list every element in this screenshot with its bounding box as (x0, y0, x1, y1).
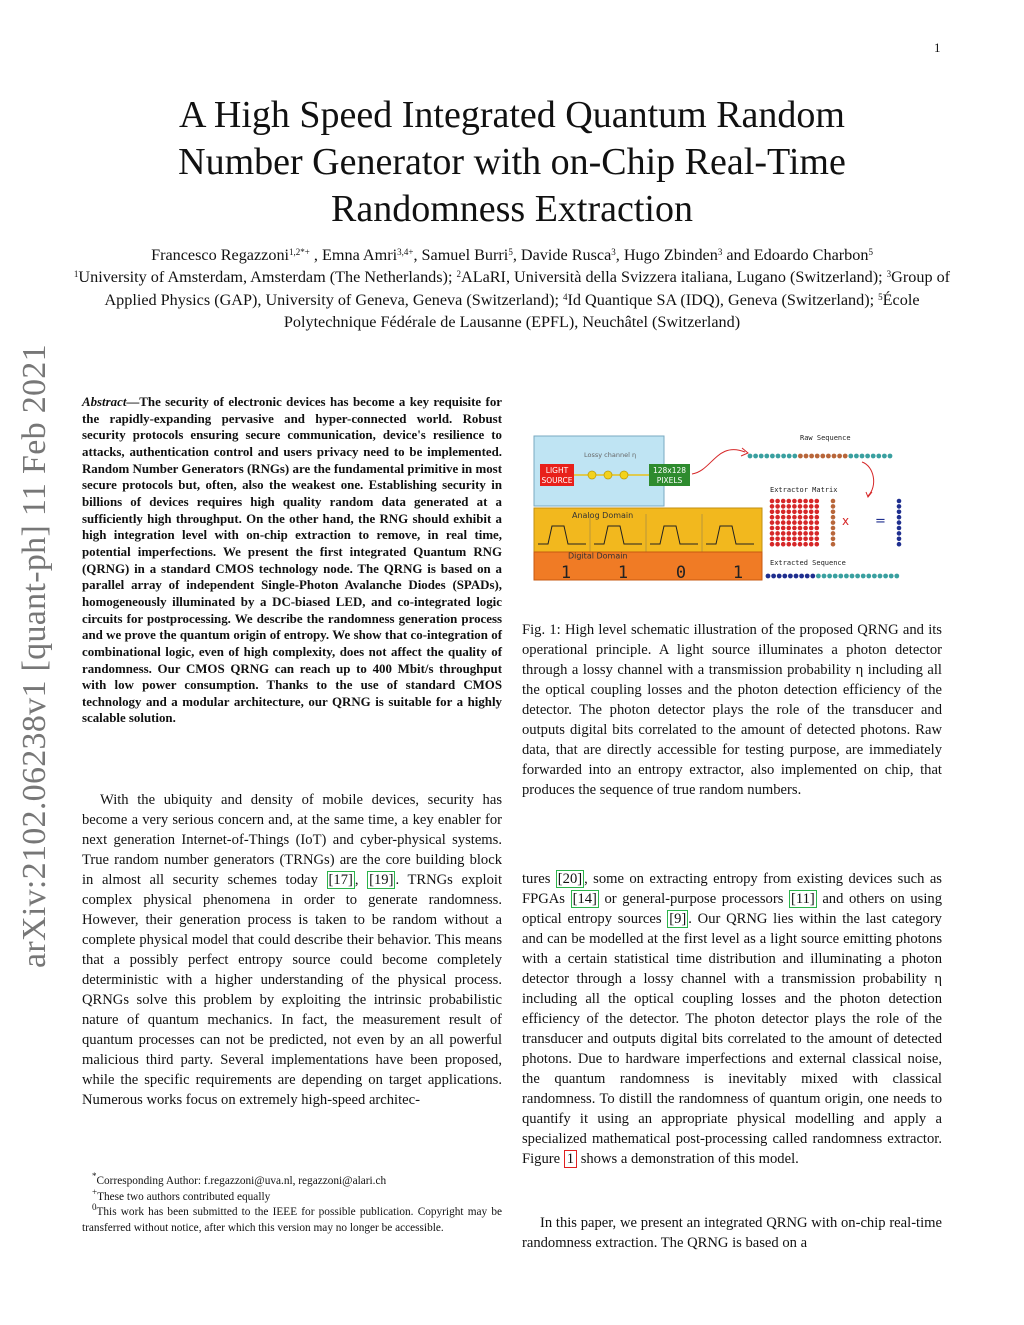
figure-dot (882, 454, 887, 459)
figure-dot (792, 499, 797, 504)
figure-dot (792, 504, 797, 509)
abstract-text: —The security of electronic devices has become a key requisite for the rapidly-expanding pervasive and hyper-connected world. Robust security protocols ensuring secure communication, device's resilience to attacks, authentication control and users privacy need to be implemented. Random Number Generators (RNGs) are the fundamental primitive in most secure protocols but, often, also the weakest one. Establishing security in billions of devices requires high quality random data generated at a sufficiently high throughput. On the other hand, the RNG should exhibit a high integration level with on-chip extraction to remove, in real time, potential imperfections. We present the first integrated Quantum RNG (QRNG) in a standard CMOS technology node. The QRNG is based on a parallel array of independent Single-Photon Avalanche Diodes (SPADs), homogeneously illuminated by a DC-biased LED, and co-integrated logic circuits for postprocessing. We describe the randomness generation process and we prove the quantum origin of entropy. We show that co-integration of combinational logic, even of high complexity, does not affect the quality of randomness. Our CMOS QRNG can reach up to 400 Mbit/s throughput with low power consumption. Thanks to the use of standard CMOS technology and a modular architecture, our QRNG is suitable for a highly scalable solution. (82, 395, 502, 726)
abstract (82, 394, 502, 727)
figure-dot (770, 542, 775, 547)
figure-dot (883, 574, 888, 579)
body-text: tures (522, 871, 556, 887)
figure-dot (809, 515, 814, 520)
footnote-text: Corresponding Author: f.regazzoni@uva.nl, regazzoni@alari.ch (96, 1175, 387, 1187)
figure-dot (771, 574, 776, 579)
figure-dot (781, 531, 786, 536)
figure-dot (759, 454, 764, 459)
figure-dot (777, 574, 782, 579)
figure-dot (798, 510, 803, 515)
footnote (82, 1186, 502, 1206)
figure-dot (888, 454, 893, 459)
figure-dot (871, 454, 876, 459)
figure-dot (860, 454, 865, 459)
figure-dot (770, 531, 775, 536)
figure-dot (764, 454, 769, 459)
figure-dot (831, 515, 836, 520)
figure-dot (792, 454, 797, 459)
figure-dot (897, 542, 902, 547)
figure-dot (775, 542, 780, 547)
figure-dot (897, 515, 902, 520)
figure-dot (792, 542, 797, 547)
extractor-matrix-dots (770, 499, 819, 547)
flow-arrow (692, 450, 745, 474)
footnote (82, 1202, 502, 1236)
digital-bit: 1 (560, 563, 572, 583)
lossy-channel-label: Lossy channel η (584, 451, 637, 459)
figure-dot (775, 510, 780, 515)
citation-link[interactable]: [11] (790, 891, 815, 907)
extracted-vector-dots (897, 499, 902, 547)
figure-dot (794, 574, 799, 579)
photon (604, 471, 612, 479)
figure-dot (753, 454, 758, 459)
light-source-label: LIGHT (545, 466, 569, 475)
figure-dot (766, 574, 771, 579)
figure-dot (897, 537, 902, 542)
figure-dot (809, 454, 814, 459)
figure-dot (897, 504, 902, 509)
figure-dot (831, 537, 836, 542)
figure-dot (855, 574, 860, 579)
citation-link[interactable]: [19] (369, 872, 394, 888)
figure-dot (803, 515, 808, 520)
figure-dot (804, 454, 809, 459)
figure-dot (781, 499, 786, 504)
author-affiliation-mark: 5 (868, 247, 873, 257)
figure-dot (848, 454, 853, 459)
figure-dot (803, 520, 808, 525)
multiply-symbol: x (842, 514, 850, 528)
figure-dot (798, 504, 803, 509)
figure-dot (798, 454, 803, 459)
figure-dot (832, 454, 837, 459)
author-list (60, 244, 964, 266)
figure-dot (816, 574, 821, 579)
figure-dot (775, 537, 780, 542)
figure-dot (809, 526, 814, 531)
flow-arrow (862, 462, 874, 496)
figure-dot (792, 520, 797, 525)
affiliation-mark: 4 (563, 291, 568, 302)
figure-dot (775, 499, 780, 504)
body-paragraph: In this paper, we present an integrated QRNG with on-chip real-time randomness extraction. The QRNG is based on a (522, 1215, 942, 1251)
analog-domain-box (534, 508, 762, 552)
figure-link[interactable]: 1 (564, 1150, 577, 1168)
footnote-mark: 0 (92, 1202, 97, 1213)
figure-dot (770, 520, 775, 525)
figure-dot (781, 515, 786, 520)
figure-dot (894, 574, 899, 579)
author-affiliation-mark: 5 (508, 247, 513, 257)
figure-dot (815, 531, 820, 536)
affiliation-mark: 3 (886, 269, 892, 279)
body-text: and others on using optical entropy sources (522, 891, 942, 927)
citation-link[interactable]: [17] (328, 872, 353, 888)
figure-dot (897, 510, 902, 515)
figure-dot (798, 520, 803, 525)
figure-dot (815, 542, 820, 547)
figure-1-caption: Fig. 1: High level schematic illustration of the proposed QRNG and its operational principle. A light source illuminates a photon detector through a lossy channel with a transmission probability η including all the optical coupling losses and the photon detection efficiency of the detector. The photon detector plays the role of the transducer and outputs digital bits correlated to the amount of detected photons. Raw data, that are directly accessible for testing purpose, are immediately forwarded into an entropy extractor, also implemented on chip, that produces the sequence of true random numbers. (522, 622, 942, 798)
figure-dot (798, 537, 803, 542)
figure-dot (787, 537, 792, 542)
digital-bit: 0 (675, 563, 687, 583)
figure-dot (775, 520, 780, 525)
figure-dot (787, 510, 792, 515)
body-paragraph (522, 869, 942, 1169)
figure-dot (803, 542, 808, 547)
figure-dot (831, 542, 836, 547)
figure-dot (788, 574, 793, 579)
digital-bit: 1 (732, 563, 744, 583)
affiliation-mark: 2 (456, 269, 461, 279)
figure-dot (822, 574, 827, 579)
footnote-text: These two authors contributed equally (97, 1190, 271, 1203)
figure-dot (897, 526, 902, 531)
body-text: shows a demonstration of this model. (577, 1151, 799, 1167)
figure-dot (815, 526, 820, 531)
figure-dot (798, 499, 803, 504)
figure-dot (833, 574, 838, 579)
author-name: and Edoardo Charbon (722, 246, 869, 264)
affiliation: University of Amsterdam, Amsterdam (The Netherlands); (78, 268, 457, 286)
figure-dot (781, 520, 786, 525)
figure-dot (781, 510, 786, 515)
figure-dot (861, 574, 866, 579)
figure-dot (831, 520, 836, 525)
figure-dot (866, 574, 871, 579)
paper-title: A High Speed Integrated Quantum Random Number Generator with on-Chip Real-Time Randomness Extraction (178, 94, 846, 230)
figure-dot (798, 531, 803, 536)
page-number: 1 (934, 40, 941, 55)
author-affiliation-mark: 3 (611, 247, 616, 257)
figure-dot (809, 520, 814, 525)
figure-dot (897, 520, 902, 525)
affiliations (60, 266, 964, 334)
figure-dot (781, 504, 786, 509)
figure-dot (815, 515, 820, 520)
body-text: . Our QRNG lies within the last category and can be modelled at the first level as a light source emitting photons with a certain statistical time distribution and illuminating a photon detector through a lossy channel with a transmission probability η including all the optical coupling losses and the photon detection efficiency of the detector. The photon detector plays the role of the transducer and outputs digital bits correlated to the amount of detected photons. Due to hardware imperfections and external classical noise, the quantum randomness is inevitably mixed with classical randomness. To distill the randomness of quantum origin, one needs to quantify it using an appropriate physical modelling and apply a specialized mathematical post-processing called randomness extractor. Figure (522, 911, 942, 1167)
citation-link[interactable]: [20] (557, 871, 583, 887)
figure-dot (815, 520, 820, 525)
pixel-array-label: 128x128 (652, 466, 687, 475)
raw-sequence-label: Raw Sequence (800, 434, 851, 442)
citation-link[interactable]: [14] (572, 891, 597, 907)
intro-text: With the ubiquity and density of mobile devices, security has become a very serious concern and, at the same time, a key enabler for next generation Internet-of-Things (IoT) and cyber-physical systems. True random number generators (TRNGs) are the core building block in almost all security schemes today (82, 792, 502, 888)
figure-dot (787, 504, 792, 509)
figure-dot (805, 574, 810, 579)
figure-dot (809, 531, 814, 536)
figure-dot (775, 504, 780, 509)
footnote-text: This work has been submitted to the IEEE for possible publication. Copyright may be transferred without notice, after which this version may no longer be accessible. (82, 1206, 502, 1234)
figure-dot (878, 574, 883, 579)
analog-domain-label: Analog Domain (572, 511, 634, 520)
figure-dot (809, 510, 814, 515)
digital-bit: 1 (617, 563, 629, 583)
author-name: , Hugo Zbinden (615, 246, 718, 264)
figure-dot (798, 515, 803, 520)
figure-dot (782, 574, 787, 579)
footnote-mark: * (92, 1171, 97, 1181)
figure-dot (865, 454, 870, 459)
figure-dot (775, 515, 780, 520)
figure-dot (815, 499, 820, 504)
figure-dot (781, 542, 786, 547)
figure-dot (850, 574, 855, 579)
figure-dot (872, 574, 877, 579)
equals-symbol: = (875, 514, 886, 529)
figure-dot (815, 510, 820, 515)
figure-dot (770, 515, 775, 520)
body-text: or general-purpose processors (598, 891, 789, 907)
figure-dot (838, 574, 843, 579)
author-name: , Emna Amri (309, 246, 398, 264)
figure-dot (810, 574, 815, 579)
citation-link[interactable]: [9] (669, 911, 687, 927)
figure-dot (827, 574, 832, 579)
figure-dot (781, 537, 786, 542)
digital-domain-label: Digital Domain (568, 551, 628, 561)
intro-paragraph (82, 790, 502, 1110)
figure-dot (775, 526, 780, 531)
figure-dot (787, 520, 792, 525)
figure-dot (889, 574, 894, 579)
footnote (82, 1171, 502, 1190)
figure-dot (803, 537, 808, 542)
figure-dot (781, 454, 786, 459)
figure-dot (776, 454, 781, 459)
figure-dot (775, 531, 780, 536)
footnote-mark: + (92, 1186, 98, 1197)
abstract-label: Abstract (82, 395, 127, 409)
figure-dot (787, 526, 792, 531)
figure-dot (787, 531, 792, 536)
affiliation: Id Quantique SA (IDQ), Geneva (Switzerland); (567, 290, 879, 309)
figure-dot (792, 526, 797, 531)
affiliation: ALaRI, Università della Svizzera italiana, Lugano (Switzerland); (461, 268, 887, 286)
figure-dot (770, 526, 775, 531)
figure-dot (809, 542, 814, 547)
figure-dot (831, 510, 836, 515)
figure-dot (831, 499, 836, 504)
figure-dot (831, 526, 836, 531)
figure-dot (897, 531, 902, 536)
figure-dot (815, 537, 820, 542)
author-affiliation-mark: 3 (717, 247, 723, 257)
photon (620, 471, 628, 479)
affiliation: Group of Applied Physics (GAP), University of Geneva, Geneva (Switzerland); (104, 268, 951, 309)
figure-dot (770, 454, 775, 459)
figure-1-schematic (532, 426, 912, 596)
figure-dot (770, 510, 775, 515)
affiliation: École Polytechnique Fédérale de Lausanne (EPFL), Neuchâtel (Switzerland) (283, 290, 920, 331)
author-name: , Davide Rusca (512, 246, 612, 264)
figure-dot (803, 510, 808, 515)
figure-dot (831, 504, 836, 509)
figure-dot (854, 454, 859, 459)
figure-dot (837, 454, 842, 459)
figure-dot (792, 510, 797, 515)
figure-dot (748, 454, 753, 459)
intro-text: . TRNGs exploit complex physical phenomena in order to generate randomness. However, their generation process is taken to be random without a complete physical model that could describe their behavior. This means that a possibly perfect entropy source could become completely deterministic with a higher understanding of the physical process. QRNGs solve this problem by exploiting the intrinsic probabilistic nature of quantum mechanics. In fact, the measurement result of quantum processes can not be predicted, not even by an all powerful malicious third party. Several implementations have been proposed, while the specific requirements are depending on target applications. Numerous works focus on extremely high-speed architec- (82, 872, 503, 1108)
author-name: Francesco Regazzoni (151, 246, 290, 264)
figure-dot (798, 526, 803, 531)
figure-dot (820, 454, 825, 459)
figure-dot (798, 542, 803, 547)
author-affiliation-mark: 3,4+ (397, 247, 414, 257)
affiliation-mark: 1 (73, 269, 79, 279)
figure-dot (770, 537, 775, 542)
figure-dot (803, 531, 808, 536)
figure-dot (770, 504, 775, 509)
figure-dot (770, 499, 775, 504)
extracted-sequence-label: Extracted Sequence (770, 559, 846, 567)
figure-dot (792, 515, 797, 520)
figure-dot (809, 504, 814, 509)
figure-dot (809, 537, 814, 542)
figure-dot (826, 454, 831, 459)
figure-dot (803, 504, 808, 509)
figure-dot (876, 454, 881, 459)
extractor-matrix-label: Extractor Matrix (770, 486, 838, 494)
figure-dot (815, 454, 820, 459)
intro-text: , (354, 872, 368, 888)
figure-dot (787, 515, 792, 520)
raw-vector-dots (831, 499, 836, 547)
figure-dot (787, 454, 792, 459)
figure-dot (803, 499, 808, 504)
figure-dot (787, 542, 792, 547)
figure-dot (897, 499, 902, 504)
raw-sequence-dots (748, 454, 893, 459)
figure-dot (799, 574, 804, 579)
body-text: , some on extracting entropy from existing devices such as FPGAs (522, 871, 942, 907)
figure-dot (809, 499, 814, 504)
figure-dot (844, 574, 849, 579)
figure-dot (843, 454, 848, 459)
extracted-sequence-dots (766, 574, 900, 579)
figure-dot (787, 499, 792, 504)
author-name: , Samuel Burri (413, 246, 509, 264)
figure-dot (831, 531, 836, 536)
arxiv-identifier: arXiv:2102.06238v1 [quant-ph] 11 Feb 2021 (16, 344, 53, 968)
figure-dot (792, 531, 797, 536)
footnotes (82, 1171, 502, 1236)
author-affiliation-mark: 1,2*+ (289, 247, 310, 257)
light-source-label: SOURCE (541, 476, 573, 485)
affiliation-mark: 5 (878, 291, 883, 302)
figure-dot (781, 526, 786, 531)
pixel-array-label: PIXELS (656, 476, 683, 485)
figure-dot (803, 526, 808, 531)
photon (588, 471, 596, 479)
figure-dot (792, 537, 797, 542)
figure-dot (815, 504, 820, 509)
